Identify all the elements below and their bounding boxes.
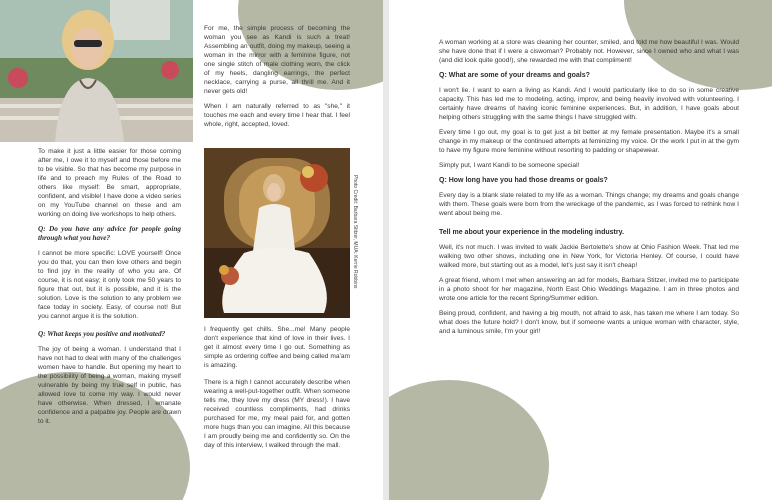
portrait-illustration [0,0,193,142]
decorative-blob-bottom-left [389,380,549,500]
right-paragraph-5: Every day is a blank slate related to my life as a woman. Things change; my dreams and goals change with them. These goals were born from the wreckage of the pandemic, as I was forced to rethink how I went about being me. [439,192,739,217]
left-col2-paragraph-3: I frequently get chills. She...me! Many people don't experience that kind of love in their lives. I get it almost every time I go out. Something as simple as ordering coffee and being called ma'am is amazing. [204,326,350,369]
question-motivation: Q: What keeps you positive and motivated? [38,330,166,338]
right-paragraph-2: I won't lie. I want to earn a living as Kandi. And I would particularly like to do so in some creative capacity. This has led me to modeling, acting, improv, and being heavily involved with volunteering. I certainly have dreams of having iconic feminine experiences. But, in addition, I have goals about helping others struggling with the same things I have struggled with. [439,87,739,121]
right-paragraph-3: Every time I go out, my goal is to get just a bit better at my female presentation. Maybe it's a small change in my makeup or the continued attempts at feminizing my voice. Or the work I put in at the gym to have my figure more feminine without resorting to padding or shapewear. [439,129,739,154]
right-paragraph-7: A great friend, whom I met when answering an ad for models, Barbara Stitzer, invited me to participate in a photo shoot for her magazine, North East Ohio Weddings Magazine. I am in three photos and wrote one article for the recent Spring/Summer edition. [439,277,739,302]
photo-kandi-bridal [204,148,350,318]
question-modeling: Tell me about your experience in the modeling industry. [439,229,624,236]
right-paragraph-4: Simply put, I want Kandi to be someone special! [439,162,580,169]
right-page [389,0,772,500]
left-col1-paragraph-2: I cannot be more specific: LOVE yourself! Once you do that, you can then love others and begin to find joy in the reality of who you are. Of course, it is not easy; it only took me 50 years to figure that out, but it is possible, and it is the solution. Love is the solution to any problem we face today in society. Easy, of course not! But you cannot argue it is the solution. [38,250,181,320]
left-col1-paragraph-1: To make it just a little easier for those coming after me, I owe it to myself and those before me to be visible. So that has become my purpose in life and to preach my Rules of the Road to others like myself: Be smart, appropriate, confident, and visible! I have done a video series on my YouTube channel on these and am working on doing live workshops to help others. [38,148,181,218]
left-column-2 [204,24,350,135]
right-column [439,38,739,342]
left-col2-paragraph-4: There is a high I cannot accurately describe when wearing a well-put-together outfit. When someone tells me, they love my dress (MY dress!). I have received countless compliments, had drinks purchased for me, my meal paid for, and gotten more hugs than you can imagine. All this because I am proudly being me and confidently so. On the day of this interview, I walked through the mall. [204,379,350,449]
left-col1-paragraph-3: The joy of being a woman. I understand that I have not had to deal with many of the challenges women have to handle. But opening my heart to the possibility of being a woman, making myself vulnerable by being my true self in public, has allowed love to come my way. I would never have otherwise. When dressed, I emanate confidence and a palpable joy. People are drawn to it. [38,346,181,425]
photo-credit: Photo Credit: Barbara Stitzer, MUA: Kerrie Robbins [352,175,358,289]
left-col2-paragraph-1: For me, the simple process of becoming the woman you see as Kandi is such a treat! Assembling an outfit, doing my makeup, seeing a woman in the mirror with a feminine figure, not one single stitch of male clothing worn, the click of my heels, dangling earrings, the perfect necklace, carrying a purse, all thrill me. And it never gets old! [204,25,350,95]
right-paragraph-6: Well, it's not much. I was invited to walk Jackie Bertolette's show at Ohio Fashion Week. That led me walking two other shows, including one in New York, for Victoria Henley. Of course, I could have walked more, but starting out as a model, let's just say it isn't cheap! [439,244,739,269]
question-dreams-goals: Q: What are some of your dreams and goals? [439,72,590,79]
left-page [0,0,383,500]
left-column-1 [38,147,181,432]
question-how-long: Q: How long have you had those dreams or goals? [439,177,608,184]
question-advice: Q: Do you have any advice for people going through what you have? [38,225,181,242]
right-paragraph-1: A woman working at a store was cleaning her counter, smiled, and told me how beautiful I was. Would she have done that if I were a ciswoman? Probably not. However, since I owned who and what I was (and did look quite good!), she rewarded me with that compliment! [439,39,739,64]
left-col2-paragraph-2: When I am naturally referred to as "she," it touches me each and every time I hear that. I feel whole, right, accepted, loved. [204,103,350,128]
right-paragraph-8: Being proud, confident, and having a big mouth, not afraid to ask, has taken me where I am today. So what does the future hold? I don't know, but if someone wants a unique woman with character, style, and a luminous smile, I'm your girl! [439,310,739,335]
left-column-2-lower [204,325,350,456]
photo-kandi-portrait [0,0,193,142]
bridal-illustration [204,148,350,318]
